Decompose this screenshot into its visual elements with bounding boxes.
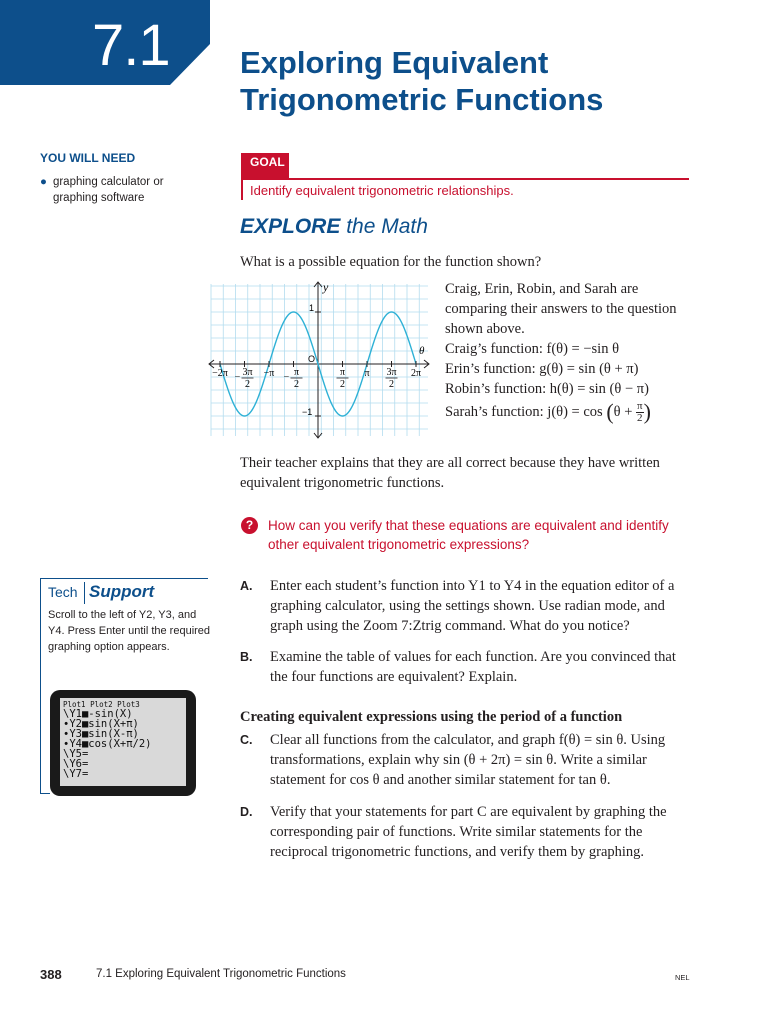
x-tick-labels <box>212 367 421 390</box>
origin-label: O <box>308 354 316 364</box>
x-tick-label-numerator: π <box>339 367 346 378</box>
footer-publisher: NEL <box>675 973 690 982</box>
support-label: Support <box>89 582 155 601</box>
x-tick-label-numerator: 3π <box>242 367 253 378</box>
you-will-need-list <box>40 174 210 206</box>
sarah-arg: θ + <box>613 403 633 420</box>
part-d-letter: D. <box>240 805 253 819</box>
part-c-text: Clear all functions from the calculator, and graph f(θ) = sin θ. Using transformations, explain why sin (θ + 2π) = sin θ. Write a similar statement for cos θ and another similar statement for tan θ. <box>270 732 666 788</box>
part-d-text: Verify that your statements for part C are equivalent by graphing the corresponding pair of functions. Write similar statements for the reciprocal trigonometric functions, and verify them by graphing. <box>270 804 667 860</box>
you-will-need-item <box>40 174 210 206</box>
calculator-line: ∙Y3■sin(X-π) <box>63 728 139 740</box>
x-tick-label: −2π <box>212 368 228 379</box>
part-a-text: Enter each student’s function into Y1 to Y4 in the equation editor of a graphing calculator, using the settings shown. Use radian mode, and graph using the Zoom 7:Ztrig command. What do you notice? <box>270 578 675 634</box>
footer-running-title: 7.1 Exploring Equivalent Trigonometric Functions <box>96 968 346 980</box>
section-number: 7.1 <box>92 13 170 78</box>
question-icon: ? <box>241 517 258 534</box>
calculator-line: ∙Y2■sin(X+π) <box>63 718 139 730</box>
robin-function: Robin’s function: h(θ) = sin (θ − π) <box>445 381 649 397</box>
x-axis-label: θ <box>419 345 425 357</box>
sarah-frac-num: π <box>637 400 643 412</box>
explore-heading-bold: EXPLORE <box>240 215 341 238</box>
sarah-frac-den: 2 <box>637 412 643 424</box>
x-tick-label: 2π <box>410 368 422 379</box>
sarah-fraction <box>636 401 644 424</box>
key-question: How can you verify that these equations are equivalent and identify other equivalent trigonometric expressions? <box>268 518 669 552</box>
tech-support-border-top <box>40 578 208 579</box>
comparison-line: comparing their answers to the question <box>445 301 677 317</box>
comparison-text <box>445 279 745 424</box>
title-line-1: Exploring Equivalent <box>240 45 549 80</box>
explore-heading-rest: the Math <box>340 215 428 238</box>
graph-grid <box>211 284 428 436</box>
explore-heading <box>240 215 428 239</box>
page-title <box>240 44 740 118</box>
part-b-text: Examine the table of values for each function. Are you convinced that the four functions are equivalent? Explain. <box>270 649 676 685</box>
x-tick-label-numerator: 3π <box>386 367 397 378</box>
erin-function: Erin’s function: g(θ) = sin (θ + π) <box>445 361 639 377</box>
calculator-screen <box>60 698 186 786</box>
calculator-plot-row: Plot1 Plot2 Plot3 <box>63 700 140 709</box>
x-tick-label-numerator: π <box>293 367 300 378</box>
x-tick-label-denominator: 2 <box>294 379 299 390</box>
craig-function: Craig’s function: f(θ) = −sin θ <box>445 341 620 357</box>
sarah-function-line: Sarah’s function: j(θ) = cos (θ + $\frac{\pi}{2}$ ) <box>445 398 651 424</box>
goal-rule <box>241 178 689 180</box>
x-tick-label-denominator: 2 <box>245 379 250 390</box>
calculator-line: ∙Y4■cos(X+π/2) <box>63 738 152 750</box>
part-b-letter: B. <box>240 650 253 664</box>
calculator-line: \Y6= <box>63 758 89 770</box>
y-axis-label: y <box>323 280 329 294</box>
teacher-explanation: Their teacher explains that they are all correct because they have written equivalent trigonometric functions. <box>240 455 660 491</box>
tech-support-separator <box>84 582 85 604</box>
calculator-line: \Y7= <box>63 768 89 780</box>
subheading: Creating equivalent expressions using the period of a function <box>240 709 623 725</box>
footer-page-number: 388 <box>40 967 62 982</box>
y-tick-label-neg1: −1 <box>302 407 313 417</box>
part-a-letter: A. <box>240 579 253 593</box>
x-tick-label-denominator: 2 <box>389 379 394 390</box>
x-tick-label: π <box>364 368 370 379</box>
sine-graph <box>207 280 432 440</box>
goal-tab: GOAL <box>241 153 289 178</box>
explore-question: What is a possible equation for the function shown? <box>240 254 542 270</box>
tech-support-text: Scroll to the left of Y2, Y3, and Y4. Press Enter until the required graphing option appears. <box>48 609 211 653</box>
title-line-2: Trigonometric Functions <box>240 82 604 117</box>
you-will-need-heading: YOU WILL NEED <box>40 151 136 165</box>
part-c-letter: C. <box>240 733 253 747</box>
x-tick-label-sign: − <box>283 372 290 383</box>
x-tick-label: −π <box>263 368 275 379</box>
bullet-icon: ● <box>40 176 47 188</box>
sarah-function: Sarah’s function: j(θ) = cos <box>445 403 603 420</box>
x-tick-label-sign: − <box>234 372 241 383</box>
tech-support-border-left <box>40 578 41 793</box>
goal-vertical-rule <box>241 178 243 200</box>
x-tick-label-denominator: 2 <box>340 379 345 390</box>
calculator-line: \Y1■-sin(X) <box>63 708 133 720</box>
tech-label: Tech <box>48 584 78 600</box>
y-tick-label-1: 1 <box>309 303 315 313</box>
tech-support-border-bottom <box>40 793 50 794</box>
you-will-need-item-text: graphing calculator or graphing software <box>52 176 164 204</box>
comparison-line: Craig, Erin, Robin, and Sarah are <box>445 281 639 297</box>
comparison-line: shown above. <box>445 321 525 337</box>
goal-text: Identify equivalent trigonometric relationships. <box>250 183 514 198</box>
calculator-line: \Y5= <box>63 748 89 760</box>
